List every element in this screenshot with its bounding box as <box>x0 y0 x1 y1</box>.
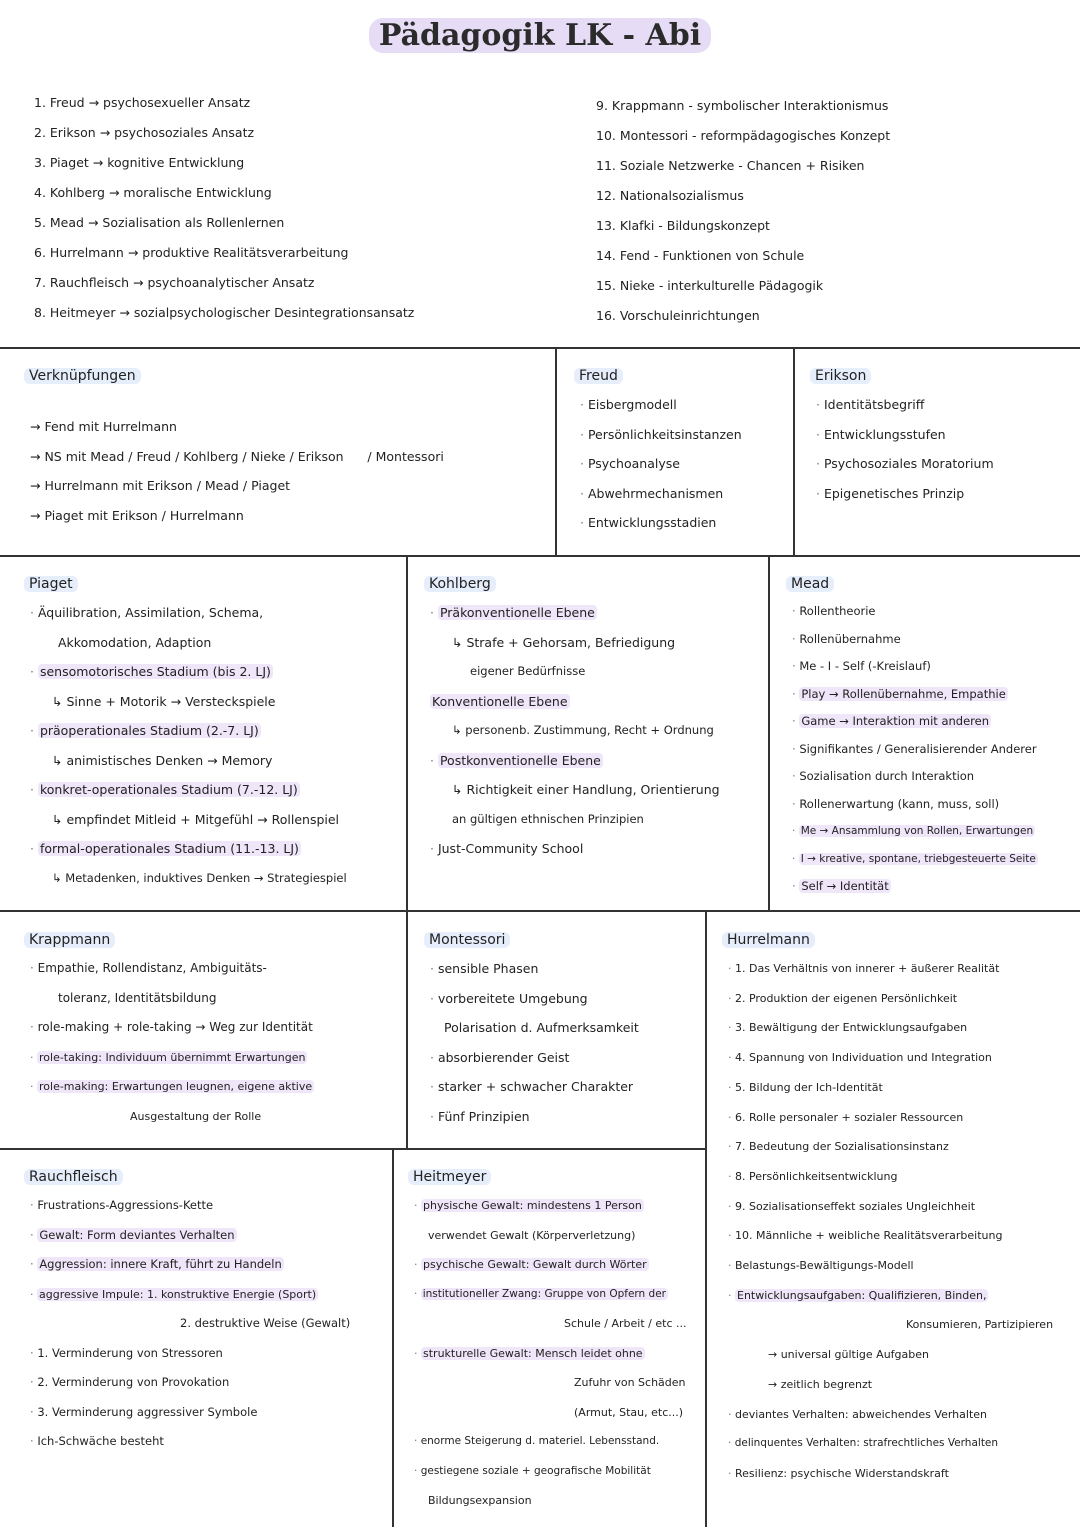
list-item: · präoperationales Stadium (2.-7. LJ) <box>30 716 390 746</box>
list-item: Zufuhr von Schäden <box>574 1376 686 1389</box>
section-title: Verknüpfungen <box>24 368 141 384</box>
section-krappmann <box>10 920 404 1146</box>
list-item: · sensible Phasen <box>430 954 688 984</box>
divider <box>793 347 795 555</box>
list-item: · vorbereitete Umgebung <box>430 984 688 1014</box>
list-item: ↳ animistisches Denken → Memory <box>52 752 273 768</box>
list-item: · Psychoanalyse <box>580 449 776 479</box>
list-item: · Signifikantes / Generalisierender Anderer <box>792 736 1064 764</box>
toc-item: 4. Kohlberg → moralische Entwicklung <box>34 185 272 200</box>
list-item: · Play → Rollenübernahme, Empathie <box>792 681 1064 709</box>
list-item: Konventionelle Ebene <box>432 693 568 709</box>
section-montessori <box>410 920 702 1146</box>
list-item: · Self → Identität <box>792 873 1064 901</box>
list-item: · Belastungs-Bewältigungs-Modell <box>728 1251 1064 1281</box>
list-item: · Sozialisation durch Interaktion <box>792 763 1064 791</box>
list-item: · Me → Ansammlung von Rollen, Erwartungen <box>792 818 1064 846</box>
list-item: · Entwicklungsstadien <box>580 508 776 538</box>
list-item: · Persönlichkeitsinstanzen <box>580 420 776 450</box>
toc-item: 3. Piaget → kognitive Entwicklung <box>34 155 245 170</box>
section-title: Piaget <box>24 576 78 592</box>
list-item: ↳ Metadenken, induktives Denken → Strategiespiel <box>52 870 347 885</box>
list-item: · formal-operationales Stadium (11.-13. LJ) <box>30 834 390 864</box>
list-item: · 3. Verminderung aggressiver Symbole <box>30 1398 376 1428</box>
toc-item: 6. Hurrelmann → produktive Realitätsverarbeitung <box>34 245 349 260</box>
section-kohlberg <box>410 564 766 908</box>
section-hurrelmann <box>708 920 1078 1520</box>
list-item: · delinquentes Verhalten: strafrechtliches Verhalten <box>728 1429 1064 1459</box>
list-item: Ausgestaltung der Rolle <box>130 1109 262 1123</box>
list-item: · Präkonventionelle Ebene <box>430 598 752 628</box>
section-verknuepfungen <box>10 356 550 551</box>
list-item: · institutioneller Zwang: Gruppe von Opfern der <box>414 1280 690 1310</box>
divider <box>705 910 707 1527</box>
list-item: · Entwicklungsstufen <box>816 420 1062 450</box>
list-item: · 1. Das Verhältnis von innerer + äußerer Realität <box>728 954 1064 984</box>
list-item: · 8. Persönlichkeitsentwicklung <box>728 1162 1064 1192</box>
divider <box>406 910 408 1148</box>
list-item: · starker + schwacher Charakter <box>430 1072 688 1102</box>
list-item: · Epigenetisches Prinzip <box>816 479 1062 509</box>
list-item: an gültigen ethnischen Prinzipien <box>452 811 644 826</box>
list-item: · Ich-Schwäche besteht <box>30 1427 376 1457</box>
divider <box>0 555 1080 557</box>
page-title: Pädagogik LK - Abi <box>0 18 1080 53</box>
list-item: eigener Bedürfnisse <box>470 664 586 678</box>
list-item: · Game → Interaktion mit anderen <box>792 708 1064 736</box>
list-item: ↳ Richtigkeit einer Handlung, Orientierung <box>452 782 720 797</box>
divider <box>555 347 557 555</box>
toc-left <box>34 88 414 328</box>
list-item: · Aggression: innere Kraft, führt zu Handeln <box>30 1250 376 1280</box>
list-item: · Frustrations-Aggressions-Kette <box>30 1191 376 1221</box>
list-item: · 2. Produktion der eigenen Persönlichkeit <box>728 984 1064 1014</box>
toc-item: 12. Nationalsozialismus <box>596 188 744 203</box>
list-item: Konsumieren, Partizipieren <box>906 1318 1054 1332</box>
list-item: ↳ Sinne + Motorik → Versteckspiele <box>52 693 276 709</box>
list-item: · 4. Spannung von Individuation und Integration <box>728 1043 1064 1073</box>
list-item: Bildungsexpansion <box>428 1494 532 1507</box>
toc-item: 10. Montessori - reformpädagogisches Konzept <box>596 128 891 143</box>
list-item: · Psychosoziales Moratorium <box>816 449 1062 479</box>
list-item: · Postkonventionelle Ebene <box>430 746 752 776</box>
list-item: · Fünf Prinzipien <box>430 1102 688 1132</box>
list-item: · 3. Bewältigung der Entwicklungsaufgaben <box>728 1013 1064 1043</box>
list-item: → Piaget mit Erikson / Hurrelmann <box>30 507 244 523</box>
list-item: · Rollentheorie <box>792 598 1064 626</box>
list-item: → Hurrelmann mit Erikson / Mead / Piaget <box>30 478 291 493</box>
list-item: → universal gültige Aufgaben <box>768 1348 929 1362</box>
section-title: Kohlberg <box>424 576 496 592</box>
list-item: · Just-Community School <box>430 834 752 864</box>
list-item: ↳ empfindet Mitleid + Mitgefühl → Rollenspiel <box>52 811 340 827</box>
list-item: · Gewalt: Form deviantes Verhalten <box>30 1221 376 1251</box>
toc-item: 14. Fend - Funktionen von Schule <box>596 248 805 263</box>
toc-item: 1. Freud → psychosexueller Ansatz <box>34 95 251 110</box>
list-item: · Entwicklungsaufgaben: Qualifizieren, Binden, <box>728 1281 1064 1311</box>
divider <box>0 1148 705 1150</box>
list-item: · Empathie, Rollendistanz, Ambiguitäts- <box>30 954 390 984</box>
list-item: ↳ Strafe + Gehorsam, Befriedigung <box>452 634 676 650</box>
list-item: · 6. Rolle personaler + sozialer Ressourcen <box>728 1103 1064 1133</box>
section-title: Rauchfleisch <box>24 1169 123 1185</box>
toc-item: 7. Rauchfleisch → psychoanalytischer Ansatz <box>34 275 315 290</box>
divider <box>406 555 408 910</box>
list-item: Polarisation d. Aufmerksamkeit <box>444 1020 639 1035</box>
toc-item: 8. Heitmeyer → sozialpsychologischer Desintegrationsansatz <box>34 305 415 320</box>
section-title: Erikson <box>810 368 871 384</box>
list-item: · role-making + role-taking → Weg zur Identität <box>30 1013 390 1043</box>
list-item: · Abwehrmechanismen <box>580 479 776 509</box>
toc-item: 15. Nieke - interkulturelle Pädagogik <box>596 278 824 293</box>
list-item: · 5. Bildung der Ich-Identität <box>728 1073 1064 1103</box>
list-item: · konkret-operationales Stadium (7.-12. LJ) <box>30 775 390 805</box>
list-item: · role-taking: Individuum übernimmt Erwartungen <box>30 1043 390 1073</box>
toc-item: 5. Mead → Sozialisation als Rollenlernen <box>34 215 285 230</box>
list-item: · sensomotorisches Stadium (bis 2. LJ) <box>30 657 390 687</box>
list-item: Akkomodation, Adaption <box>58 634 212 650</box>
list-item: · Eisbergmodell <box>580 390 776 420</box>
list-item: · 7. Bedeutung der Sozialisationsinstanz <box>728 1132 1064 1162</box>
section-rauchfleisch <box>10 1157 390 1523</box>
section-title: Freud <box>574 368 623 384</box>
toc-item: 9. Krappmann - symbolischer Interaktionismus <box>596 98 889 113</box>
list-item: · Resilienz: psychische Widerstandskraft <box>728 1459 1064 1489</box>
list-item: → zeitlich begrenzt <box>768 1377 873 1391</box>
divider <box>0 347 1080 349</box>
list-item: · Rollenübernahme <box>792 626 1064 654</box>
list-item: · role-making: Erwartungen leugnen, eigene aktive <box>30 1072 390 1102</box>
section-mead <box>772 564 1078 908</box>
list-item: · strukturelle Gewalt: Mensch leidet ohne <box>414 1339 690 1369</box>
list-item: toleranz, Identitätsbildung <box>58 990 217 1005</box>
section-title: Mead <box>786 576 834 592</box>
list-item: · physische Gewalt: mindestens 1 Person <box>414 1191 690 1221</box>
section-piaget <box>10 564 404 908</box>
divider <box>0 910 1080 912</box>
toc-item: 16. Vorschuleinrichtungen <box>596 308 760 323</box>
list-item: · enorme Steigerung d. materiel. Lebensstand. <box>414 1427 690 1457</box>
divider <box>768 555 770 910</box>
list-item: ↳ personenb. Zustimmung, Recht + Ordnung <box>452 723 714 737</box>
list-item: · Äquilibration, Assimilation, Schema, <box>30 598 390 628</box>
toc-item: 13. Klafki - Bildungskonzept <box>596 218 770 233</box>
section-title: Hurrelmann <box>722 932 815 948</box>
list-item: · 10. Männliche + weibliche Realitätsverarbeitung <box>728 1221 1064 1251</box>
toc-right <box>596 91 890 331</box>
list-item: · absorbierender Geist <box>430 1043 688 1073</box>
list-item: (Armut, Stau, etc...) <box>574 1405 684 1419</box>
list-item: · aggressive Impule: 1. konstruktive Energie (Sport) <box>30 1280 376 1310</box>
list-item: · Me - I - Self (-Kreislauf) <box>792 653 1064 681</box>
list-item: verwendet Gewalt (Körperverletzung) <box>428 1228 636 1242</box>
toc-item: 11. Soziale Netzwerke - Chancen + Risiken <box>596 158 865 173</box>
list-item: → Fend mit Hurrelmann <box>30 419 177 434</box>
section-erikson <box>796 356 1076 551</box>
list-item: · 2. Verminderung von Provokation <box>30 1368 376 1398</box>
list-item: · 9. Sozialisationseffekt soziales Ungleichheit <box>728 1192 1064 1222</box>
section-freud <box>560 356 790 551</box>
section-title: Heitmeyer <box>408 1169 491 1185</box>
list-item: · 1. Verminderung von Stressoren <box>30 1339 376 1369</box>
list-item: · Identitätsbegriff <box>816 390 1062 420</box>
list-item: 2. destruktive Weise (Gewalt) <box>180 1316 351 1330</box>
list-item: · Rollenerwartung (kann, muss, soll) <box>792 791 1064 819</box>
list-item: → NS mit Mead / Freud / Kohlberg / Nieke / Erikson / Montessori <box>30 448 444 464</box>
section-title: Krappmann <box>24 932 115 948</box>
toc-item: 2. Erikson → psychosoziales Ansatz <box>34 125 255 140</box>
section-heitmeyer <box>394 1157 704 1523</box>
list-item: Schule / Arbeit / etc ... <box>564 1317 687 1330</box>
list-item: · deviantes Verhalten: abweichendes Verhalten <box>728 1400 1064 1430</box>
list-item: · psychische Gewalt: Gewalt durch Wörter <box>414 1250 690 1280</box>
list-item: · I → kreative, spontane, triebgesteuerte Seite <box>792 846 1064 874</box>
section-title: Montessori <box>424 932 510 948</box>
list-item: · gestiegene soziale + geografische Mobilität <box>414 1457 690 1487</box>
